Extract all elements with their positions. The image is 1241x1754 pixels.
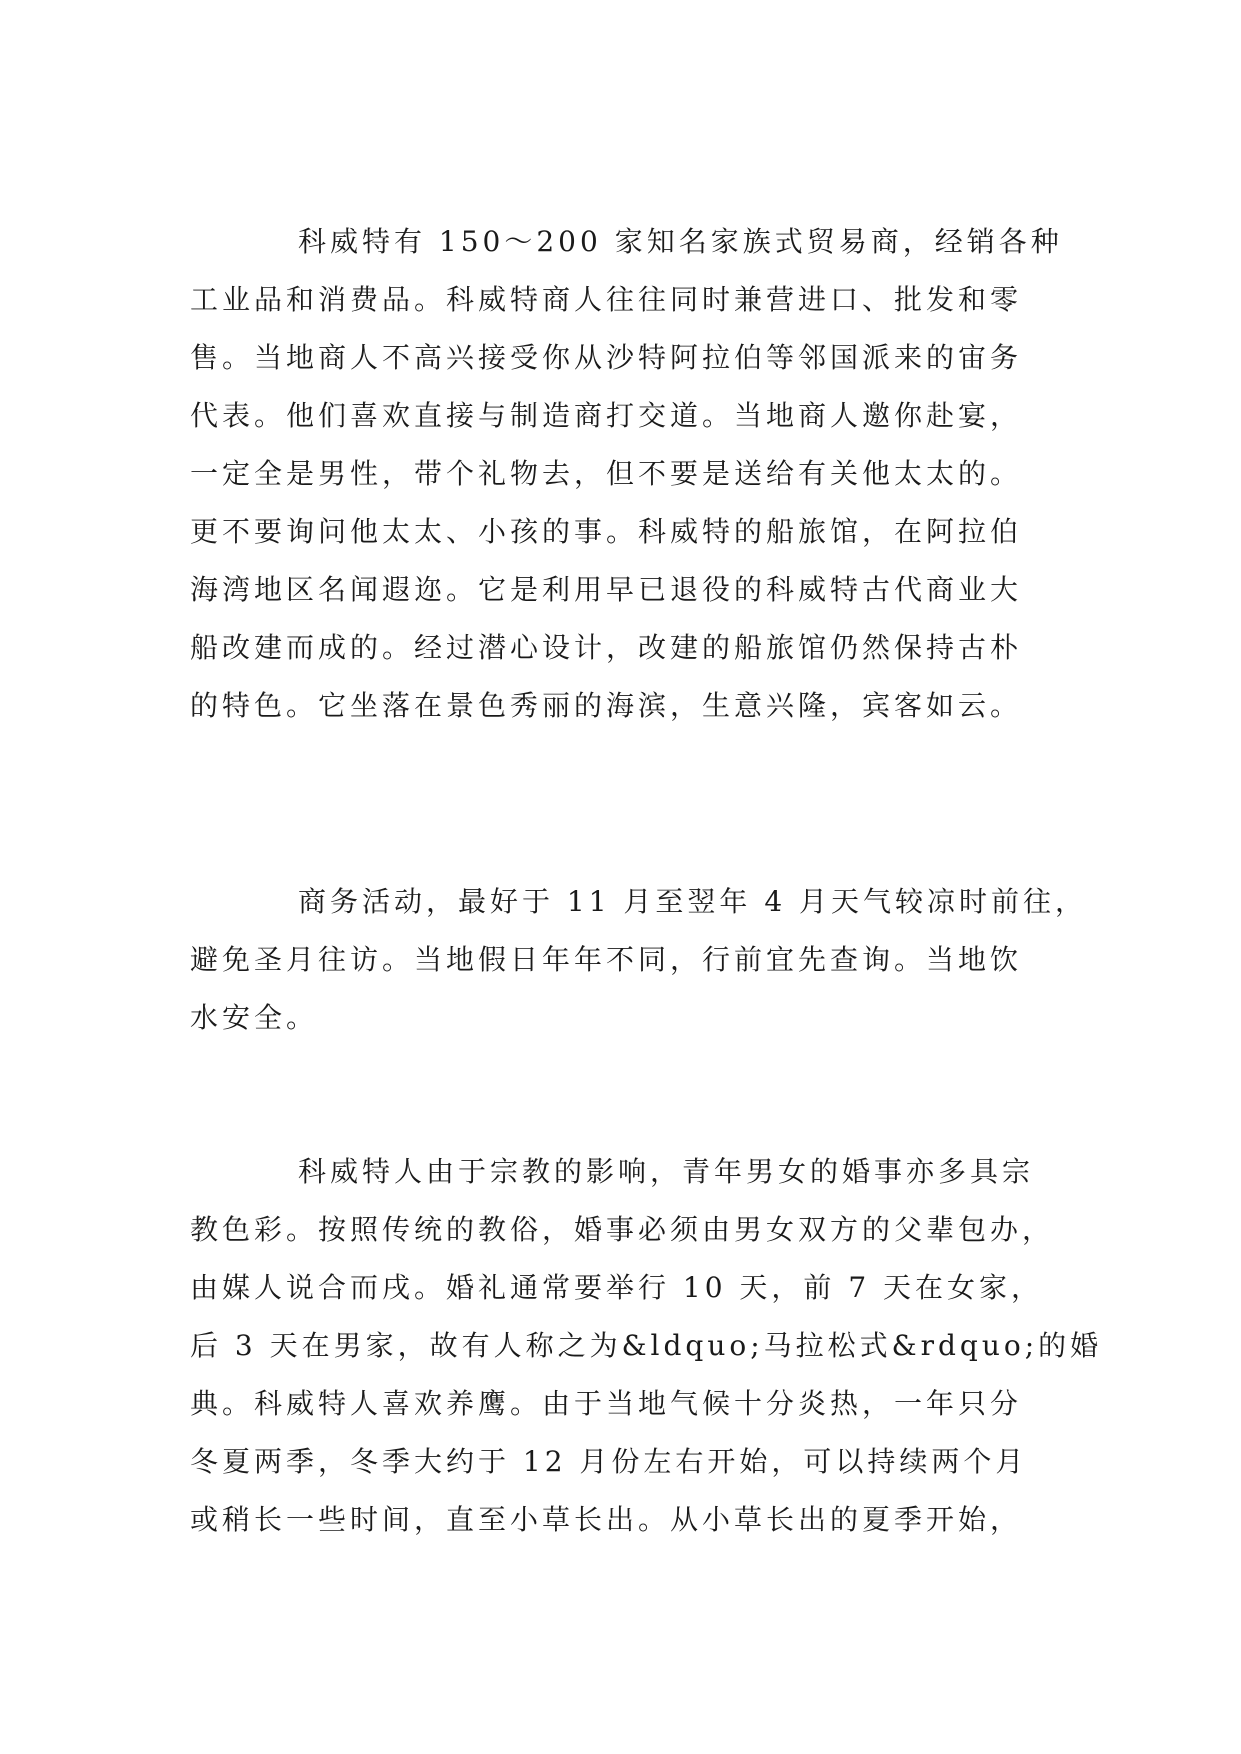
paragraph-merchants (190, 213, 1070, 735)
text-line: 后 3 天在男家，故有人称之为&ldquo;马拉松式&rdquo;的婚 (190, 1329, 1103, 1362)
text-line: 科威特有 150～200 家知名家族式贸易商，经销各种 (298, 225, 1063, 258)
text-line: 售。当地商人不高兴接受你从沙特阿拉伯等邻国派来的宙务 (190, 341, 1023, 374)
text-line: 船改建而成的。经过潜心设计，改建的船旅馆仍然保持古朴 (190, 631, 1023, 664)
text-line: 教色彩。按照传统的教俗，婚事必须由男女双方的父辈包办， (190, 1213, 1055, 1246)
paragraph-customs (190, 1143, 1103, 1549)
paragraph-business-timing (190, 873, 1088, 1047)
text-line: 代表。他们喜欢直接与制造商打交道。当地商人邀你赴宴， (190, 399, 1023, 432)
text-line: 海湾地区名闻遐迩。它是利用早已退役的科威特古代商业大 (190, 573, 1023, 606)
text-line: 水安全。 (190, 1001, 319, 1034)
text-line: 避免圣月往访。当地假日年年不同，行前宜先查询。当地饮 (190, 943, 1023, 976)
text-line: 的特色。它坐落在景色秀丽的海滨，生意兴隆，宾客如云。 (190, 689, 1023, 722)
text-line: 由媒人说合而戌。婚礼通常要举行 10 天，前 7 天在女家， (190, 1271, 1044, 1304)
text-line: 商务活动，最好于 11 月至翌年 4 月天气较凉时前往， (298, 885, 1088, 918)
text-line: 工业品和消费品。科威特商人往往同时兼营进口、批发和零 (190, 283, 1023, 316)
text-line: 或稍长一些时间，直至小草长出。从小草长出的夏季开始， (190, 1503, 1023, 1536)
text-line: 更不要询问他太太、小孩的事。科威特的船旅馆，在阿拉伯 (190, 515, 1023, 548)
text-line: 典。科威特人喜欢养鹰。由于当地气候十分炎热，一年只分 (190, 1387, 1023, 1420)
text-line: 一定全是男性，带个礼物去，但不要是送给有关他太太的。 (190, 457, 1023, 490)
text-line: 科威特人由于宗教的影响，青年男女的婚事亦多具宗 (298, 1155, 1035, 1188)
text-line: 冬夏两季，冬季大约于 12 月份左右开始，可以持续两个月 (190, 1445, 1028, 1478)
